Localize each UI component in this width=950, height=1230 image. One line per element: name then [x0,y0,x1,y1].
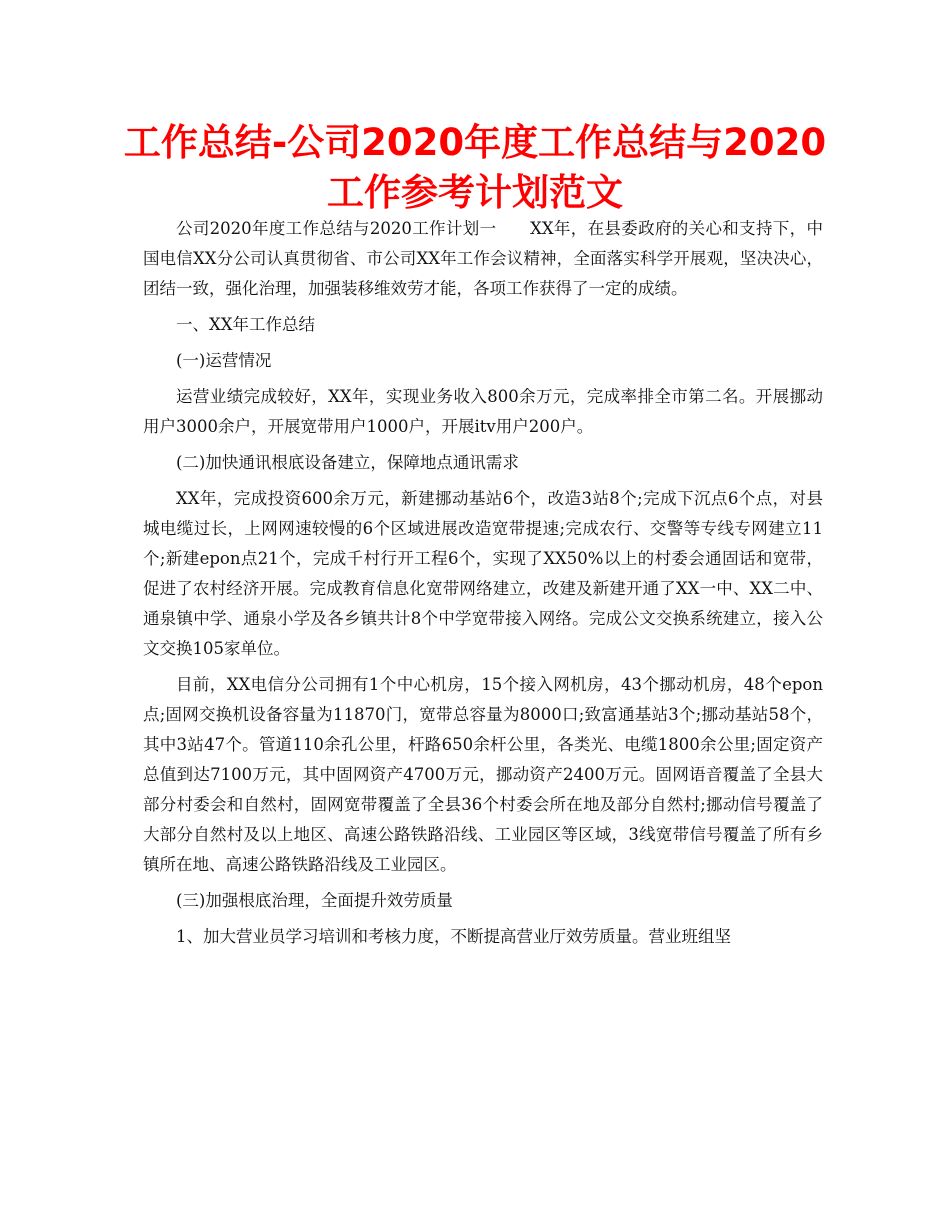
paragraph-intro: 公司2020年度工作总结与2020工作计划一 XX年，在县委政府的关心和支持下，中国电信XX分公司认真贯彻省、市公司XX年工作会议精神，全面落实科学开展观，坚决决心，团结一致，强化治理，加强装移维效劳才能，各项工作获得了一定的成绩。 [143,219,823,298]
subsection-heading-infrastructure: (二)加快通讯根底设备建立，保障地点通讯需求 [176,453,519,472]
subsection-heading-management: (三)加强根底治理，全面提升效劳质量 [176,891,453,910]
subsection-heading-operations: (一)运营情况 [176,351,272,370]
paragraph-operations: 运营业绩完成较好，XX年，实现业务收入800余万元，完成率排全市第二名。开展挪动用户3000余户，开展宽带用户1000户，开展itv用户200户。 [143,387,823,436]
paragraph-training: 1、加大营业员学习培训和考核力度，不断提高营业厅效劳质量。营业班组坚 [176,927,731,946]
document-title: 工作总结-公司2020年度工作总结与2020工作参考计划范文 [123,121,827,214]
paragraph-current-status: 目前，XX电信分公司拥有1个中心机房，15个接入网机房，43个挪动机房，48个epon点;固网交换机设备容量为11870门，宽带总容量为8000口;致富通基站3个;挪动基站58个，其中3站47个。管道110余孔公里，杆路650余杆公里，各类光、电缆1800余公里;固定资产总值到达7100万元，其中固网资产4700万元，挪动资产2400万元。固网语音覆盖了全县大部分村委会和自然村，固网宽带覆盖了全县36个村委会所在地及部分自然村;挪动信号覆盖了大部分自然村及以上地区、高速公路铁路沿线、工业园区等区域，3线宽带信号覆盖了所有乡镇所在地、高速公路铁路沿线及工业园区。 [143,675,823,874]
section-heading-summary: 一、XX年工作总结 [176,315,315,334]
document-body [143,214,823,958]
paragraph-infrastructure: XX年，完成投资600余万元，新建挪动基站6个，改造3站8个;完成下沉点6个点，对县城电缆过长，上网网速较慢的6个区域进展改造宽带提速;完成农行、交警等专线专网建立11个;新建epon点21个，完成千村行开工程6个，实现了XX50%以上的村委会通固话和宽带，促进了农村经济开展。完成教育信息化宽带网络建立，改建及新建开通了XX一中、XX二中、通泉镇中学、通泉小学及各乡镇共计8个中学宽带接入网络。完成公文交换系统建立，接入公文交换105家单位。 [143,489,823,658]
